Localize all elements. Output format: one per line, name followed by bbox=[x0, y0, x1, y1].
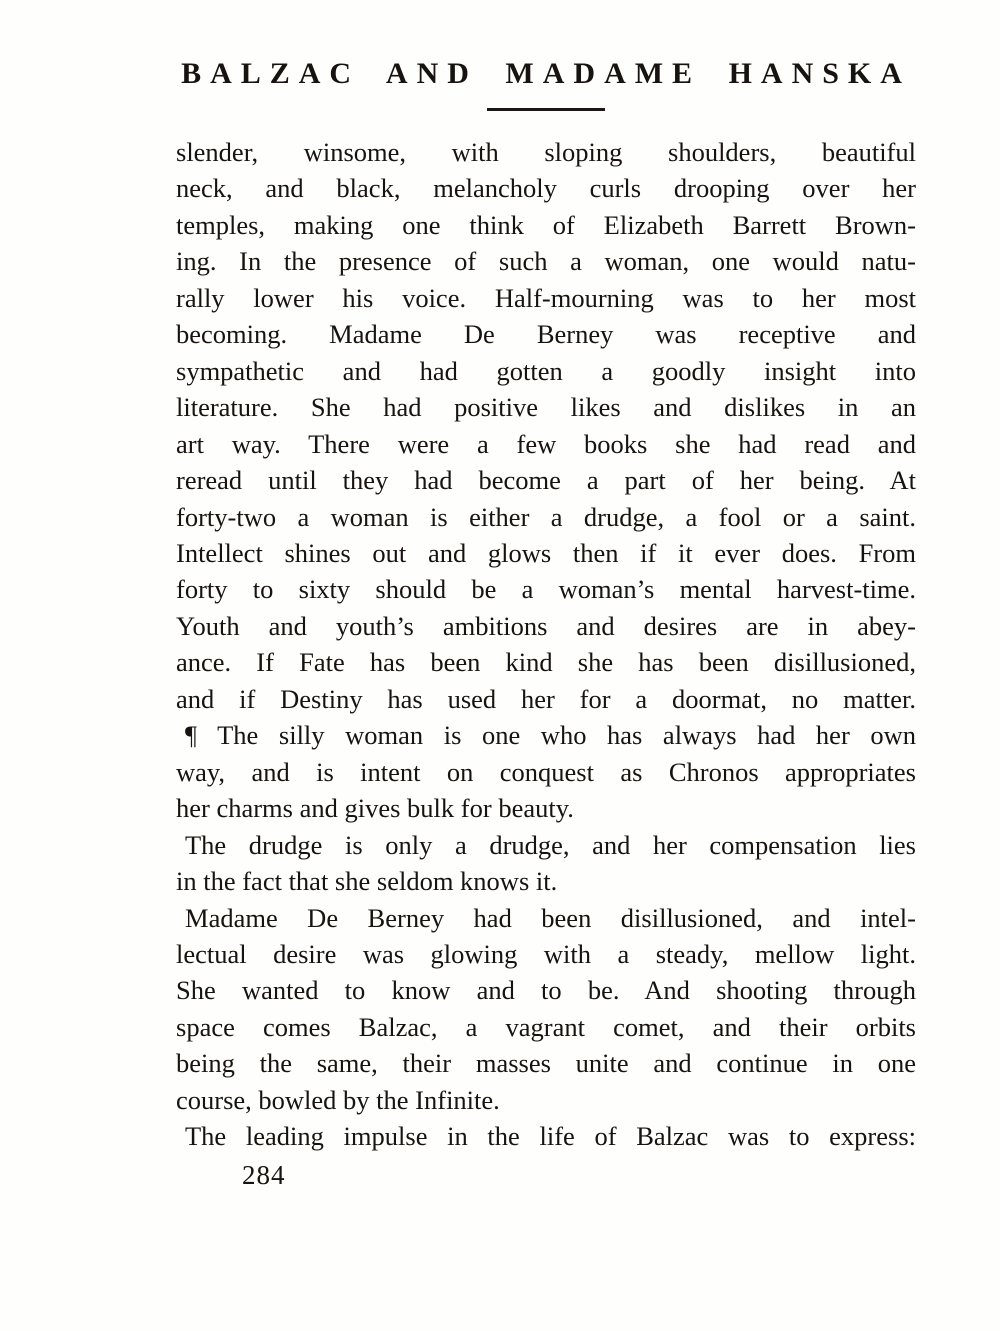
text-line: forty-two a woman is either a drudge, a fool or a saint. bbox=[176, 501, 916, 532]
text-line: Madame De Berney had been disillusioned, and intel- bbox=[185, 902, 916, 933]
text-line: slender, winsome, with sloping shoulders, beautiful bbox=[176, 137, 916, 167]
text-line: The drudge is only a drudge, and her compensation lies bbox=[185, 829, 916, 860]
text-line: The leading impulse in the life of Balzac was to express: bbox=[185, 1121, 916, 1152]
text-line: rally lower his voice. Half-mourning was to her most bbox=[176, 282, 916, 313]
text-line: reread until they had become a part of her being. At bbox=[176, 465, 916, 496]
title-rule bbox=[487, 108, 605, 111]
text-line: ing. In the presence of such a woman, one would natu- bbox=[176, 246, 916, 277]
text-line: course, bowled by the Infinite. bbox=[176, 1084, 500, 1115]
text-line: temples, making one think of Elizabeth Barrett Brown- bbox=[176, 209, 916, 240]
text-line: sympathetic and had gotten a goodly insight into bbox=[176, 355, 916, 386]
page-content bbox=[176, 0, 916, 1195]
text-line: Intellect shines out and glows then if it ever does. From bbox=[176, 537, 916, 568]
text-line: literature. She had positive likes and dislikes in an bbox=[176, 392, 916, 423]
text-line: ¶ The silly woman is one who has always had her own bbox=[185, 720, 916, 751]
text-line: forty to sixty should be a woman’s mental harvest-time. bbox=[176, 574, 916, 605]
page-title: BALZAC AND MADAME HANSKA bbox=[181, 57, 911, 90]
text-line: Youth and youth’s ambitions and desires are in abey- bbox=[176, 610, 916, 641]
text-line: way, and is intent on conquest as Chronos appropriates bbox=[176, 756, 916, 787]
text-line: being the same, their masses unite and continue in one bbox=[176, 1048, 916, 1079]
page-header bbox=[176, 0, 916, 111]
text-line: ance. If Fate has been kind she has been disillusioned, bbox=[176, 647, 916, 678]
text-line: neck, and black, melancholy curls drooping over her bbox=[176, 173, 916, 204]
text-line: her charms and gives bulk for beauty. bbox=[176, 793, 574, 824]
text-line: art way. There were a few books she had read and bbox=[176, 428, 916, 459]
text-line: She wanted to know and to be. And shooting through bbox=[176, 975, 916, 1006]
text-line: and if Destiny has used her for a doormat, no matter. bbox=[176, 683, 916, 714]
text-line: becoming. Madame De Berney was receptive and bbox=[176, 319, 916, 350]
page-number: 284 bbox=[242, 1159, 286, 1190]
text-line: in the fact that she seldom knows it. bbox=[176, 866, 558, 897]
text-line: lectual desire was glowing with a steady, mellow light. bbox=[176, 938, 916, 969]
body-lines bbox=[176, 134, 916, 1155]
text-line: space comes Balzac, a vagrant comet, and their orbits bbox=[176, 1011, 916, 1042]
